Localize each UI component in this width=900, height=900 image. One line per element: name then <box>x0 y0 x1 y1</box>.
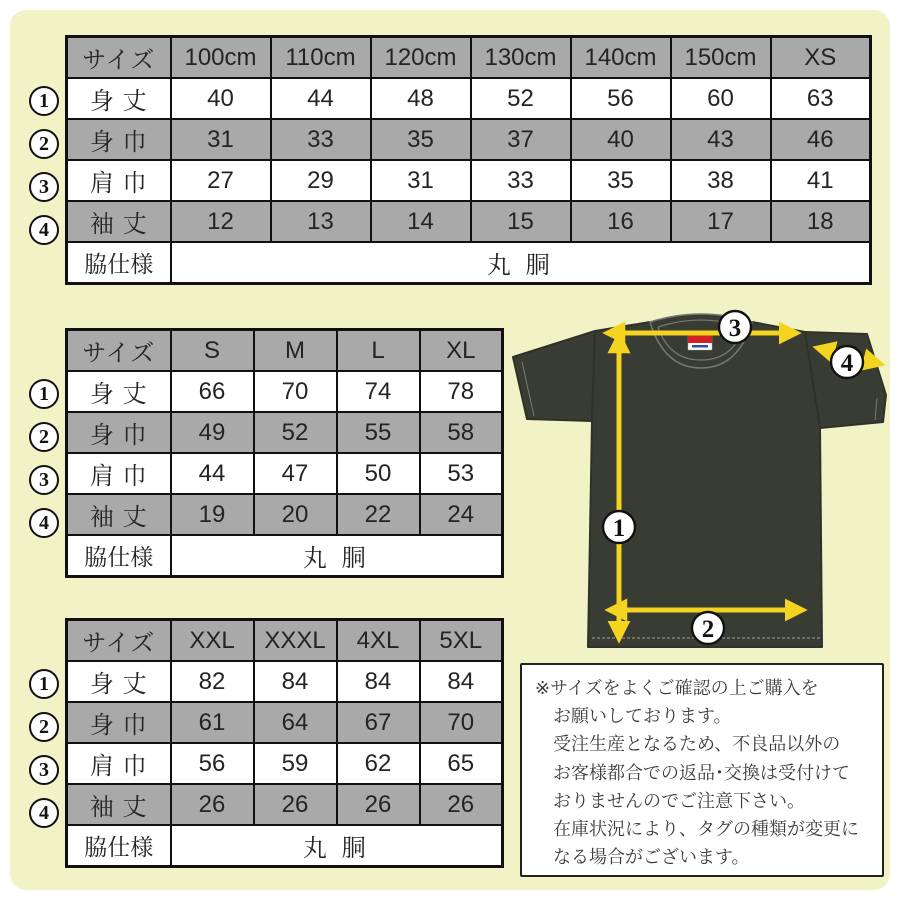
size-column-header: L <box>337 330 420 372</box>
measure-value-cell: 84 <box>337 661 420 702</box>
size-column-header: XL <box>420 330 503 372</box>
table-row <box>67 784 503 825</box>
row-number-badge: 3 <box>29 465 59 495</box>
row-number-badge: 3 <box>29 172 59 202</box>
measure-value-cell: 41 <box>771 160 871 201</box>
measure-label-cell: 袖 丈 <box>67 784 171 825</box>
measure-label-cell: 肩 巾 <box>67 453 171 494</box>
measure-value-cell: 31 <box>171 119 271 160</box>
size-column-header: 100cm <box>171 37 271 79</box>
measure-value-cell: 67 <box>337 702 420 743</box>
table-footer-row <box>67 242 871 284</box>
size-column-header: S <box>171 330 254 372</box>
size-column-header: XXL <box>171 620 254 662</box>
measure-label-cell: 身 丈 <box>67 78 171 119</box>
measure-value-cell: 48 <box>371 78 471 119</box>
measure-value-cell: 22 <box>337 494 420 535</box>
row-number-badge: 3 <box>29 755 59 785</box>
measure-value-cell: 59 <box>254 743 337 784</box>
table-footer-row <box>67 825 503 867</box>
measure-value-cell: 50 <box>337 453 420 494</box>
row-number-badge: 2 <box>29 712 59 742</box>
measure-marker-4 <box>831 346 863 378</box>
measure-value-cell: 60 <box>671 78 771 119</box>
measure-value-cell: 24 <box>420 494 503 535</box>
notice-line: お願いしております。 <box>553 706 732 727</box>
size-column-header: 5XL <box>420 620 503 662</box>
measure-value-cell: 16 <box>571 201 671 242</box>
side-spec-label-cell: 脇仕様 <box>67 825 171 867</box>
measure-label-cell: 袖 丈 <box>67 494 171 535</box>
size-column-header: 110cm <box>271 37 371 79</box>
brand-tag-icon <box>688 334 712 350</box>
size-column-header: 140cm <box>571 37 671 79</box>
measure-value-cell: 38 <box>671 160 771 201</box>
size-table-block-kids <box>39 35 872 285</box>
measure-value-cell: 70 <box>420 702 503 743</box>
measure-value-cell: 19 <box>171 494 254 535</box>
row-number-badge: 1 <box>29 379 59 409</box>
table-row <box>67 78 871 119</box>
size-column-header: 120cm <box>371 37 471 79</box>
row-number-badge: 2 <box>29 129 59 159</box>
size-table-block-adult <box>39 328 504 578</box>
measure-value-cell: 31 <box>371 160 471 201</box>
size-column-header: M <box>254 330 337 372</box>
size-table-block-big <box>39 618 504 868</box>
measure-label-cell: 身 巾 <box>67 412 171 453</box>
notice-line: 受注生産となるため、不良品以外の <box>553 734 841 755</box>
measure-value-cell: 74 <box>337 371 420 412</box>
row-number-badge: 2 <box>29 422 59 452</box>
measure-label-cell: 身 丈 <box>67 661 171 702</box>
measure-label-cell: 身 巾 <box>67 119 171 160</box>
measure-value-cell: 15 <box>471 201 571 242</box>
measure-value-cell: 12 <box>171 201 271 242</box>
size-table-kids <box>65 35 872 285</box>
table-footer-row <box>67 535 503 577</box>
table-row <box>67 661 503 702</box>
measure-value-cell: 70 <box>254 371 337 412</box>
measure-value-cell: 78 <box>420 371 503 412</box>
row-number-badge: 1 <box>29 669 59 699</box>
notice-line: なる場合がございます。 <box>553 847 750 868</box>
side-spec-value-cell: 丸 胴 <box>171 825 503 867</box>
measure-value-cell: 27 <box>171 160 271 201</box>
row-number-column <box>21 328 63 586</box>
row-number-column <box>21 618 63 876</box>
measure-value-cell: 56 <box>571 78 671 119</box>
measure-value-cell: 40 <box>171 78 271 119</box>
side-spec-label-cell: 脇仕様 <box>67 535 171 577</box>
size-table-adult <box>65 328 504 578</box>
measure-value-cell: 33 <box>271 119 371 160</box>
table-row <box>67 494 503 535</box>
side-spec-value-cell: 丸 胴 <box>171 242 871 284</box>
measure-value-cell: 33 <box>471 160 571 201</box>
measure-value-cell: 17 <box>671 201 771 242</box>
measure-value-cell: 66 <box>171 371 254 412</box>
measure-value-cell: 47 <box>254 453 337 494</box>
tshirt-graphic <box>500 300 900 660</box>
measure-value-cell: 13 <box>271 201 371 242</box>
measure-value-cell: 29 <box>271 160 371 201</box>
measure-value-cell: 35 <box>371 119 471 160</box>
size-header-cell: サイズ <box>67 330 171 372</box>
notice-line: おりませんのでご注意下さい。 <box>553 790 805 811</box>
table-row <box>67 160 871 201</box>
tshirt-measurement-diagram <box>500 300 900 660</box>
measure-value-cell: 52 <box>254 412 337 453</box>
row-number-badge: 4 <box>29 798 59 828</box>
measure-value-cell: 43 <box>671 119 771 160</box>
size-column-header: XS <box>771 37 871 79</box>
measure-marker-3 <box>719 311 751 343</box>
row-number-badge: 1 <box>29 86 59 116</box>
measure-value-cell: 20 <box>254 494 337 535</box>
measure-value-cell: 26 <box>337 784 420 825</box>
measure-value-cell: 35 <box>571 160 671 201</box>
table-row <box>67 201 871 242</box>
measure-value-cell: 61 <box>171 702 254 743</box>
row-number-column <box>21 35 63 293</box>
table-row <box>67 453 503 494</box>
table-row <box>67 371 503 412</box>
size-header-cell: サイズ <box>67 37 171 79</box>
side-spec-value-cell: 丸 胴 <box>171 535 503 577</box>
measure-value-cell: 52 <box>471 78 571 119</box>
measure-value-cell: 26 <box>171 784 254 825</box>
size-table <box>65 35 872 285</box>
measure-marker-2 <box>692 612 724 644</box>
measure-marker-1 <box>603 511 635 543</box>
side-spec-label-cell: 脇仕様 <box>67 242 171 284</box>
measure-value-cell: 49 <box>171 412 254 453</box>
table-row <box>67 702 503 743</box>
measure-value-cell: 58 <box>420 412 503 453</box>
measure-label-cell: 身 巾 <box>67 702 171 743</box>
measure-label-cell: 肩 巾 <box>67 743 171 784</box>
notice-line: ※サイズをよくご確認の上ご購入を <box>535 678 819 698</box>
size-header-cell: サイズ <box>67 620 171 662</box>
measure-value-cell: 64 <box>254 702 337 743</box>
size-column-header: 4XL <box>337 620 420 662</box>
table-row <box>67 412 503 453</box>
size-table-big <box>65 618 504 868</box>
measure-value-cell: 56 <box>171 743 254 784</box>
measure-value-cell: 53 <box>420 453 503 494</box>
size-column-header: 130cm <box>471 37 571 79</box>
svg-text:4: 4 <box>840 350 854 377</box>
svg-text:3: 3 <box>728 315 742 342</box>
table-row <box>67 743 503 784</box>
measure-value-cell: 26 <box>254 784 337 825</box>
measure-value-cell: 55 <box>337 412 420 453</box>
measure-value-cell: 26 <box>420 784 503 825</box>
table-row <box>67 119 871 160</box>
svg-text:2: 2 <box>701 616 715 643</box>
size-column-header: 150cm <box>671 37 771 79</box>
size-table <box>65 328 504 578</box>
notice-line: お客様都合での返品･交換は受付けて <box>553 762 850 783</box>
measure-value-cell: 40 <box>571 119 671 160</box>
measure-value-cell: 44 <box>271 78 371 119</box>
measure-value-cell: 63 <box>771 78 871 119</box>
measure-value-cell: 62 <box>337 743 420 784</box>
svg-text:1: 1 <box>612 515 626 542</box>
measure-value-cell: 46 <box>771 119 871 160</box>
row-number-badge: 4 <box>29 508 59 538</box>
measure-value-cell: 37 <box>471 119 571 160</box>
measure-value-cell: 44 <box>171 453 254 494</box>
measure-label-cell: 身 丈 <box>67 371 171 412</box>
tshirt-body <box>588 322 822 647</box>
size-column-header: XXXL <box>254 620 337 662</box>
measure-label-cell: 袖 丈 <box>67 201 171 242</box>
measure-label-cell: 肩 巾 <box>67 160 171 201</box>
measure-value-cell: 82 <box>171 661 254 702</box>
row-number-badge: 4 <box>29 215 59 245</box>
notice-line: 在庫状況により、タグの種類が変更に <box>553 819 859 840</box>
measure-value-cell: 84 <box>254 661 337 702</box>
measure-value-cell: 84 <box>420 661 503 702</box>
measure-value-cell: 65 <box>420 743 503 784</box>
measure-value-cell: 18 <box>771 201 871 242</box>
size-table <box>65 618 504 868</box>
measure-value-cell: 14 <box>371 201 471 242</box>
purchase-notice-box <box>520 663 884 877</box>
